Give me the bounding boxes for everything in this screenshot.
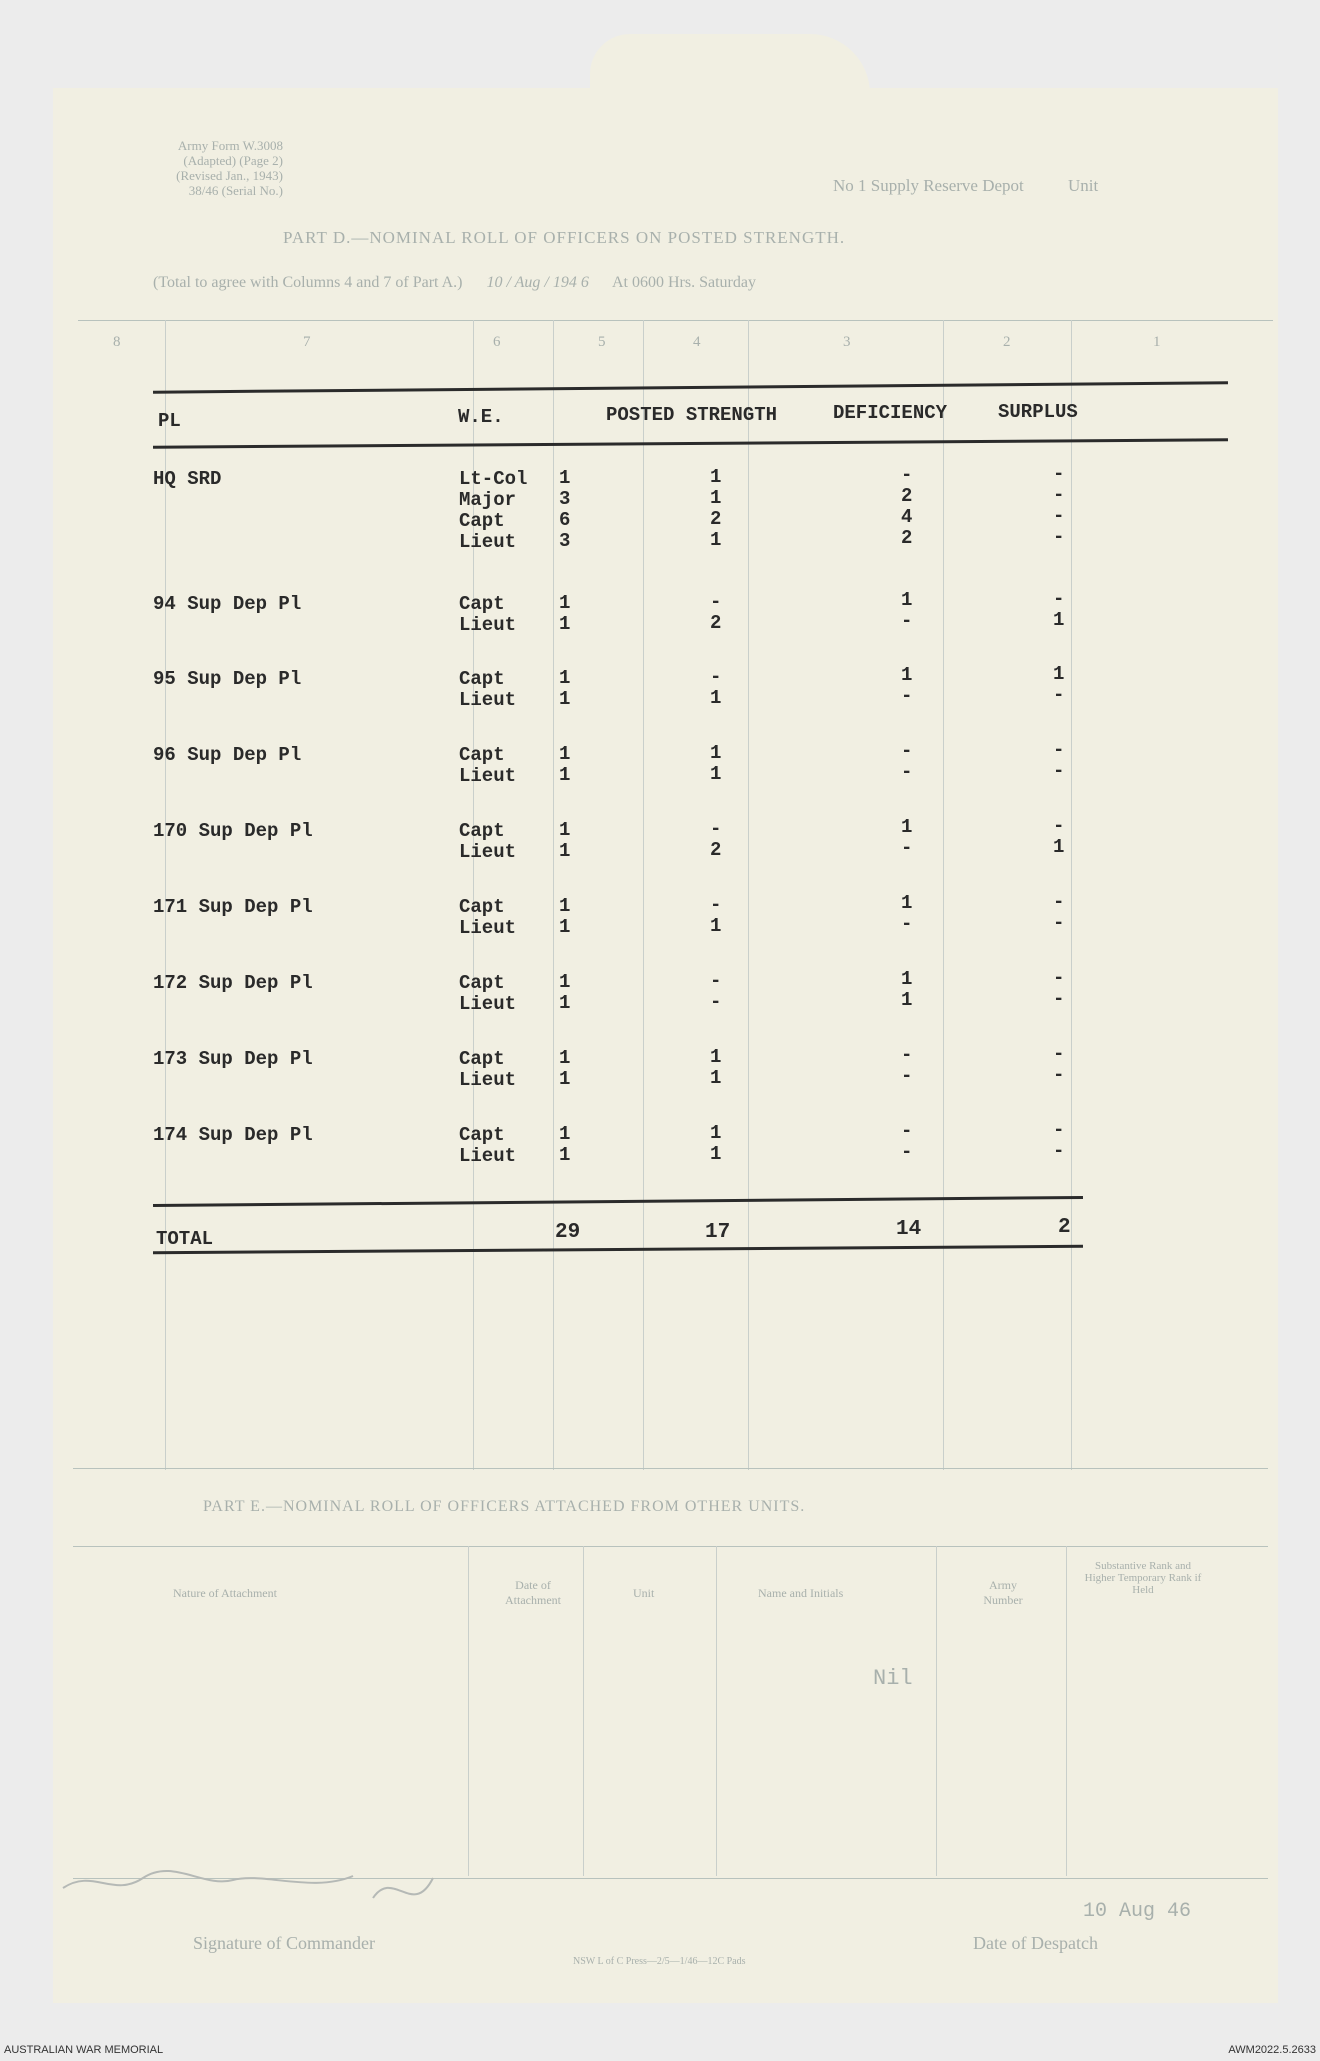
header-posted-strength: POSTED STRENGTH [606, 404, 778, 426]
surplus-cell: - [1053, 1064, 1065, 1086]
posted-cell: 1 [710, 687, 722, 709]
header-we: W.E. [458, 406, 504, 428]
rank-cell: Lieut [459, 765, 517, 787]
column-number: 4 [693, 334, 701, 350]
surplus-cell: - [1053, 988, 1065, 1010]
deficiency-cell: - [901, 740, 913, 762]
column-number: 6 [493, 334, 501, 350]
posted-cell: 2 [710, 612, 722, 634]
surplus-cell: 1 [1053, 663, 1065, 685]
we-cell: 1 [559, 819, 571, 841]
deficiency-cell: 2 [901, 527, 913, 549]
rank-cell: Capt [459, 744, 505, 766]
deficiency-cell: 1 [901, 989, 913, 1011]
deficiency-cell: 4 [901, 506, 913, 528]
we-cell: 1 [559, 971, 571, 993]
posted-cell: - [710, 666, 722, 688]
document-sheet [53, 88, 1278, 2003]
posted-cell: - [710, 894, 722, 916]
footer-institution: AUSTRALIAN WAR MEMORIAL [4, 2044, 164, 2056]
rank-cell: Capt [459, 1048, 505, 1070]
adapted-label: (Adapted) (Page 2) [183, 153, 283, 168]
rank-cell: Lieut [459, 689, 517, 711]
posted-cell: 1 [710, 1067, 722, 1089]
posted-cell: 1 [710, 466, 722, 488]
we-cell: 1 [559, 764, 571, 786]
posted-cell: 1 [710, 915, 722, 937]
deficiency-cell: 1 [901, 589, 913, 611]
column-number: 2 [1003, 334, 1011, 350]
surplus-cell: - [1053, 1140, 1065, 1162]
rank-cell: Lieut [459, 1145, 517, 1167]
column-number: 3 [843, 334, 851, 350]
surplus-cell: - [1053, 684, 1065, 706]
we-cell: 1 [559, 667, 571, 689]
despatch-label: Date of Despatch [973, 1933, 1098, 1953]
total-we: 29 [555, 1221, 581, 1244]
posted-cell: 1 [710, 1122, 722, 1144]
deficiency-cell: - [901, 1120, 913, 1142]
date-handwritten: 10 / Aug / 194 6 [486, 274, 589, 291]
deficiency-cell: - [901, 1044, 913, 1066]
we-cell: 1 [559, 1144, 571, 1166]
platoon-label: 96 Sup Dep Pl [153, 744, 302, 766]
platoon-label: 95 Sup Dep Pl [153, 668, 302, 690]
footer-accession: AWM2022.5.2633 [1228, 2044, 1316, 2056]
posted-cell: - [710, 818, 722, 840]
total-posted: 17 [705, 1221, 731, 1244]
we-cell: 3 [559, 488, 571, 510]
we-cell: 1 [559, 895, 571, 917]
we-cell: 1 [559, 1047, 571, 1069]
we-cell: 1 [559, 688, 571, 710]
header-deficiency: DEFICIENCY [833, 402, 948, 424]
unit-value: No 1 Supply Reserve Depot [833, 176, 1024, 195]
deficiency-cell: - [901, 1141, 913, 1163]
surplus-cell: 1 [1053, 836, 1065, 858]
rank-cell: Lt-Col [459, 468, 528, 490]
deficiency-cell: - [901, 610, 913, 632]
part-e-header-number: Army Number [983, 1578, 1023, 1607]
despatch-date: 10 Aug 46 [1083, 1900, 1192, 1923]
we-cell: 3 [559, 530, 571, 552]
rank-cell: Lieut [459, 531, 517, 553]
part-e-header-unit: Unit [633, 1586, 655, 1600]
rank-cell: Lieut [459, 917, 517, 939]
posted-cell: 1 [710, 742, 722, 764]
part-e-header-name: Name and Initials [758, 1586, 844, 1600]
surplus-cell: - [1053, 891, 1065, 913]
rank-cell: Capt [459, 1124, 505, 1146]
surplus-cell: 1 [1053, 609, 1065, 631]
rank-cell: Lieut [459, 1069, 517, 1091]
part-e-header-rank: Substantive Rank and Higher Temporary Rank if Held [1084, 1560, 1202, 1596]
header-surplus: SURPLUS [998, 401, 1078, 423]
posted-cell: - [710, 591, 722, 613]
part-e-header-nature: Nature of Attachment [173, 1586, 277, 1600]
surplus-cell: - [1053, 739, 1065, 761]
serial-label: (Serial No.) [221, 183, 283, 198]
posted-cell: 1 [710, 1046, 722, 1068]
surplus-cell: - [1053, 463, 1065, 485]
surplus-cell: - [1053, 526, 1065, 548]
surplus-cell: - [1053, 484, 1065, 506]
part-e-header-date: Date of Attachment [505, 1578, 561, 1607]
revised-label: (Revised Jan., 1943) [176, 168, 283, 183]
deficiency-cell: 1 [901, 816, 913, 838]
platoon-label: 170 Sup Dep Pl [153, 820, 313, 842]
rank-cell: Capt [459, 593, 505, 615]
rank-cell: Lieut [459, 841, 517, 863]
deficiency-cell: - [901, 761, 913, 783]
deficiency-cell: - [901, 685, 913, 707]
paper-tear [590, 34, 870, 94]
platoon-label: HQ SRD [153, 468, 222, 490]
we-cell: 1 [559, 916, 571, 938]
part-e-title: PART E.—NOMINAL ROLL OF OFFICERS ATTACHED FROM OTHER UNITS. [203, 1498, 806, 1515]
posted-cell: - [710, 991, 722, 1013]
posted-cell: 1 [710, 529, 722, 551]
commander-label: Signature of Commander [193, 1933, 375, 1953]
surplus-cell: - [1053, 1119, 1065, 1141]
surplus-cell: - [1053, 1043, 1065, 1065]
surplus-cell: - [1053, 505, 1065, 527]
serial-value: 38/46 [188, 183, 219, 198]
posted-cell: 1 [710, 487, 722, 509]
part-d-title: PART D.—NOMINAL ROLL OF OFFICERS ON POSTED STRENGTH. [283, 228, 846, 247]
deficiency-cell: - [901, 913, 913, 935]
at-line-prefix: At 0600 Hrs. Saturday [612, 274, 756, 291]
we-cell: 1 [559, 592, 571, 614]
posted-cell: 1 [710, 1143, 722, 1165]
rank-cell: Lieut [459, 993, 517, 1015]
we-cell: 1 [559, 1123, 571, 1145]
unit-label: Unit [1068, 176, 1099, 195]
surplus-cell: - [1053, 588, 1065, 610]
total-deficiency: 14 [896, 1218, 922, 1241]
we-cell: 1 [559, 840, 571, 862]
column-number: 7 [303, 334, 311, 350]
surplus-cell: - [1053, 912, 1065, 934]
total-surplus: 2 [1058, 1216, 1071, 1239]
platoon-label: 94 Sup Dep Pl [153, 593, 302, 615]
posted-cell: 2 [710, 508, 722, 530]
rank-cell: Capt [459, 820, 505, 842]
deficiency-cell: 1 [901, 892, 913, 914]
platoon-label: 173 Sup Dep Pl [153, 1048, 313, 1070]
posted-cell: - [710, 970, 722, 992]
we-cell: 1 [559, 467, 571, 489]
deficiency-cell: - [901, 464, 913, 486]
printer-line: NSW L of C Press—2/5—1/46—12C Pads [573, 1956, 746, 1967]
deficiency-cell: 1 [901, 664, 913, 686]
rank-cell: Capt [459, 972, 505, 994]
platoon-label: 172 Sup Dep Pl [153, 972, 313, 994]
at-line-suffix: (Total to agree with Columns 4 and 7 of Part A.) [153, 274, 463, 291]
deficiency-cell: 2 [901, 485, 913, 507]
header-pl: PL [158, 410, 181, 432]
column-number: 5 [598, 334, 606, 350]
we-cell: 6 [559, 509, 571, 531]
column-number: 1 [1153, 334, 1161, 350]
rank-cell: Capt [459, 668, 505, 690]
column-number: 8 [113, 334, 121, 350]
posted-cell: 2 [710, 839, 722, 861]
commander-signature [53, 1858, 503, 1938]
we-cell: 1 [559, 992, 571, 1014]
deficiency-cell: 1 [901, 968, 913, 990]
we-cell: 1 [559, 743, 571, 765]
deficiency-cell: - [901, 1065, 913, 1087]
surplus-cell: - [1053, 967, 1065, 989]
surplus-cell: - [1053, 815, 1065, 837]
surplus-cell: - [1053, 760, 1065, 782]
rank-cell: Capt [459, 510, 505, 532]
rank-cell: Major [459, 489, 517, 511]
army-form-label: Army Form W.3008 [177, 138, 283, 153]
we-cell: 1 [559, 613, 571, 635]
total-label: TOTAL [156, 1228, 214, 1250]
platoon-label: 174 Sup Dep Pl [153, 1124, 313, 1146]
deficiency-cell: - [901, 837, 913, 859]
nil-entry: Nil [873, 1666, 913, 1691]
platoon-label: 171 Sup Dep Pl [153, 896, 313, 918]
rank-cell: Lieut [459, 614, 517, 636]
we-cell: 1 [559, 1068, 571, 1090]
posted-cell: 1 [710, 763, 722, 785]
rank-cell: Capt [459, 896, 505, 918]
